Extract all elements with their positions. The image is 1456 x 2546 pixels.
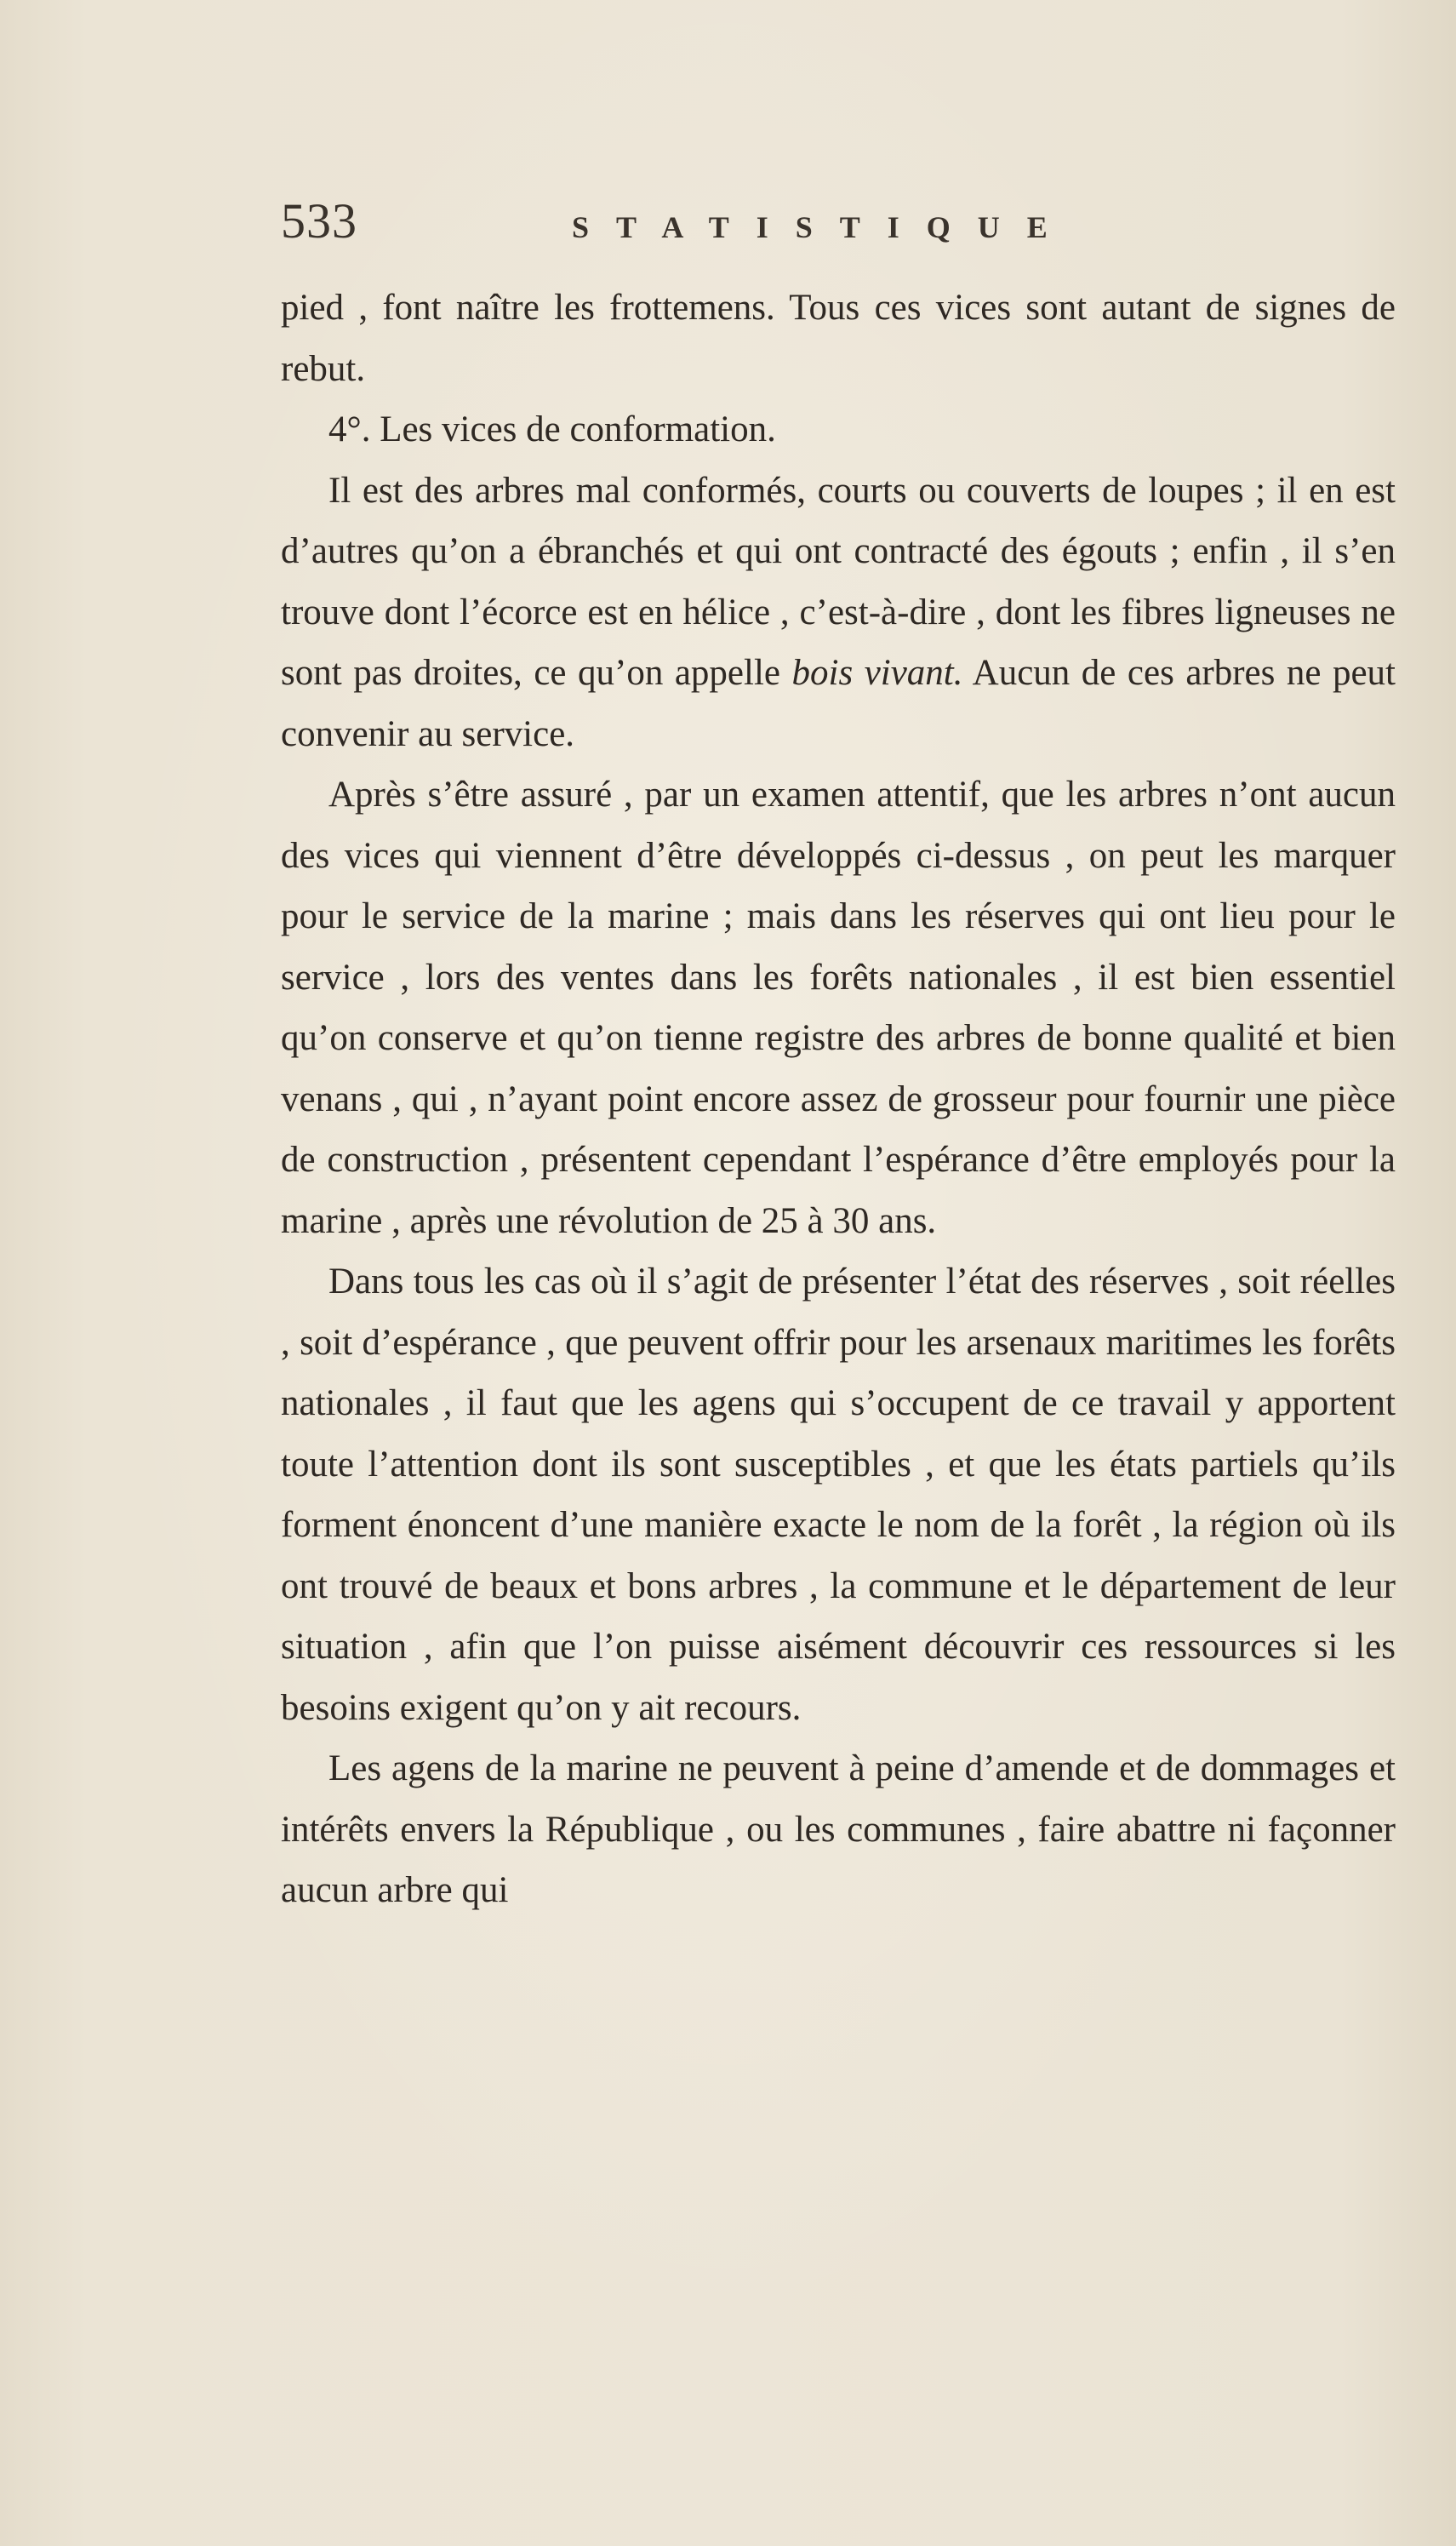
paragraph-2: 4°. Les vices de conformation. (328, 409, 776, 449)
paragraph-3 (281, 461, 1396, 765)
page-number: 533 (281, 193, 357, 249)
paragraph-3-text: Il est des arbres mal conformés, courts ou couverts de loupes ; il en est d’autres qu’on a ébranchés et qui ont contracté des égouts ; enfin , il s’en trouve dont l’écorce est en hélice , c’est-à-dire , dont les fibres ligneuses ne sont pas droites, ce qu’on appelle (281, 470, 1396, 693)
paragraph-1: pied , font naître les frottemens. Tous ces vices sont autant de signes de rebut. (281, 288, 1396, 389)
body-text (281, 277, 1396, 1921)
running-head: STATISTIQUE (572, 210, 1075, 244)
paragraph-5: Dans tous les cas où il s’agit de présenter l’état des réserves , soit réelles , soit d’espérance , que peuvent offrir pour les arsenaux maritimes les forêts nationales , il faut que les agens qui s’occupent de ce travail y apportent toute l’attention dont ils sont susceptibles , et que les états partiels qu’ils forment énoncent d’une manière exacte le nom de la forêt , la région où ils ont trouvé de beaux et bons arbres , la commune et le département de leur situation , afin que l’on puisse aisément découvrir ces ressources si les besoins exigent qu’on y ait recours. (281, 1262, 1396, 1728)
paragraph-6: Les agens de la marine ne peuvent à peine d’amende et de dommages et intérêts envers la République , ou les communes , faire abattre ni façonner aucun arbre qui (281, 1748, 1396, 1910)
paragraph-3-text-end: Aucun de ces arbres ne peut convenir au service. (281, 653, 1396, 754)
italic-term: bois vivant. (791, 653, 963, 693)
page-header (281, 192, 1421, 260)
paragraph-4: Après s’être assuré , par un examen attentif, que les arbres n’ont aucun des vices qui viennent d’être développés ci-dessus , on peut les marquer pour le service de la marine ; mais dans les réserves qui ont lieu pour le service , lors des ventes dans les forêts nationales , il est bien essentiel qu’on conserve et qu’on tienne registre des arbres de bonne qualité et bien venans , qui , n’ayant point encore assez de grosseur pour fournir une pièce de construction , présentent cependant l’espérance d’être employés pour la marine , après une révolution de 25 à 30 ans. (281, 775, 1396, 1241)
